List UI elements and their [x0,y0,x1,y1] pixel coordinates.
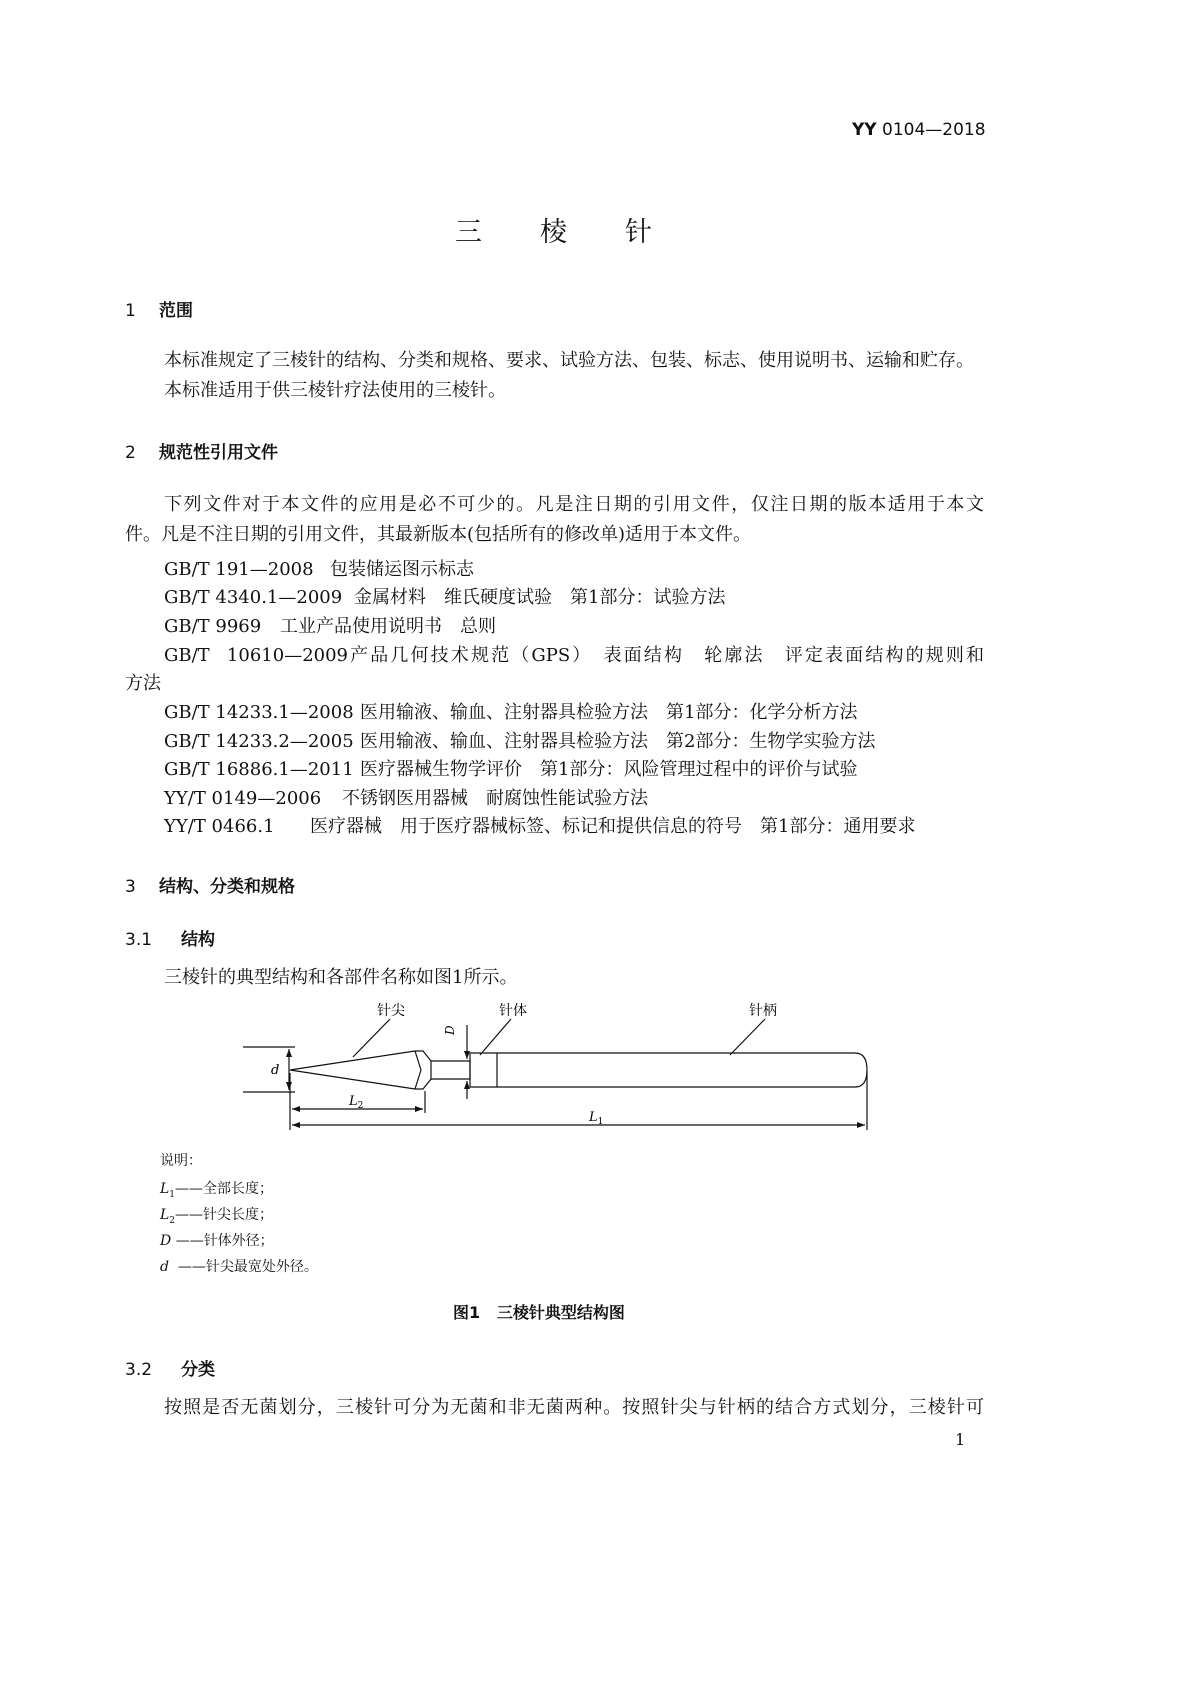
needle-tip-outline [290,1051,431,1089]
arrowhead [292,1106,300,1112]
reference-code: GB/T 4340.1—2009 [164,587,343,608]
section-2-title: 规范性引用文件 [159,443,278,463]
reference-title-continuation: 方法 [125,673,161,694]
arrowhead [286,1082,292,1090]
arrowhead [464,1051,470,1059]
label-body: 针体 [499,1003,527,1019]
label-L1: $L_1$ [589,1110,604,1127]
doc-code [852,120,986,140]
reference-item [164,612,496,638]
page-number: 1 [955,1430,966,1449]
arrowhead [415,1106,423,1112]
reference-code: GB/T 16886.1—2011 [164,759,354,780]
label-d: d [271,1063,280,1078]
section-2-paragraph-line-1: 下列文件对于本文件的应用是必不可少的。凡是注日期的引用文件，仅注日期的版本适用于本文 [164,494,984,515]
section-2-heading [125,438,278,463]
reference-item [164,583,725,609]
reference-title: 医用输液、输血、注射器具检验方法 第1部分：化学分析方法 [360,702,858,723]
label-D: D [443,1025,457,1035]
page-title: 三棱针 [455,217,710,248]
reference-code: GB/T 14233.2—2005 [164,731,354,752]
legend-title: 说明： [160,1153,202,1169]
section-3-1-number: 3.1 [125,930,153,950]
reference-title: 金属材料 维氏硬度试验 第1部分：试验方法 [354,587,726,608]
reference-title: 医疗器械生物学评价 第1部分：风险管理过程中的评价与试验 [360,759,858,780]
label-tip: 针尖 [377,1003,405,1019]
reference-code: GB/T 191—2008 [164,559,314,580]
handle-leader-line [730,1019,765,1055]
reference-code: YY/T 0466.1 [164,816,275,837]
figure-caption [453,1300,625,1323]
label-L2: $L_2$ [349,1094,364,1111]
figure-title: 三棱针典型结构图 [496,1303,625,1322]
reference-code: GB/T 9969 [164,616,262,637]
legend-item: D ——针体外径； [160,1233,274,1249]
reference-item [164,812,915,838]
reference-code: GB/T 10610—2009 [164,645,348,666]
body-leader-line [480,1019,511,1055]
legend-item: $L_1——$全部长度； [160,1181,274,1200]
reference-title: 包装储运图示标志 [330,559,474,580]
arrowhead [857,1122,865,1128]
figure-number: 图1 [453,1303,481,1322]
arrowhead [464,1081,470,1089]
reference-item [164,755,857,781]
arrowhead [292,1122,300,1128]
reference-title: 产品几何技术规范（GPS） 表面结构 轮廓法 评定表面结构的规则和 [348,645,984,666]
reference-item [164,555,474,581]
section-3-number: 3 [125,877,136,897]
section-2-number: 2 [125,443,136,463]
section-3-heading [125,872,295,897]
reference-item [164,727,875,753]
needle-handle-outline [497,1053,867,1087]
arrowhead [286,1049,292,1057]
section-3-2-heading [125,1355,215,1380]
section-3-2-paragraph: 按照是否无菌划分，三棱针可分为无菌和非无菌两种。按照针尖与针柄的结合方式划分，三棱针可 [164,1397,984,1418]
reference-title: 工业产品使用说明书 总则 [280,616,496,637]
section-2-paragraph-line-2: 件。凡是不注日期的引用文件，其最新版本(包括所有的修改单)适用于本文件。 [125,524,752,545]
section-3-2-title: 分类 [181,1360,215,1380]
section-1-paragraph-1: 本标准规定了三棱针的结构、分类和规格、要求、试验方法、包装、标志、使用说明书、运输和贮存。 [164,350,974,371]
needle-structure-figure [235,995,885,1135]
reference-code: YY/T 0149—2006 [164,788,322,809]
section-3-title: 结构、分类和规格 [159,877,295,897]
needle-tip-ridge [415,1051,421,1089]
legend-item: d ——针尖最宽处外径。 [160,1259,318,1275]
section-1-title: 范围 [159,301,193,321]
section-1-number: 1 [125,301,136,321]
needle-collar-outline [470,1053,497,1087]
reference-title: 不锈钢医用器械 耐腐蚀性能试验方法 [342,788,648,809]
needle-body-outline [431,1061,470,1079]
doc-code-prefix: YY [852,120,877,140]
section-3-1-title: 结构 [181,930,215,950]
reference-item [164,698,857,724]
section-1-heading [125,296,193,321]
section-3-1-paragraph: 三棱针的典型结构和各部件名称如图1所示。 [164,967,518,988]
section-3-1-heading [125,925,215,950]
section-3-2-number: 3.2 [125,1360,153,1380]
reference-title: 医用输液、输血、注射器具检验方法 第2部分：生物学实验方法 [360,731,876,752]
reference-code: GB/T 14233.1—2008 [164,702,354,723]
section-1-paragraph-2: 本标准适用于供三棱针疗法使用的三棱针。 [164,380,506,401]
tip-leader-line [353,1019,390,1057]
doc-code-number: 0104—2018 [882,120,986,140]
label-handle: 针柄 [749,1003,777,1019]
reference-title: 医疗器械 用于医疗器械标签、标记和提供信息的符号 第1部分：通用要求 [310,816,916,837]
reference-item [164,784,648,810]
reference-item [164,641,984,667]
legend-item: $L_2——$针尖长度； [160,1207,274,1226]
